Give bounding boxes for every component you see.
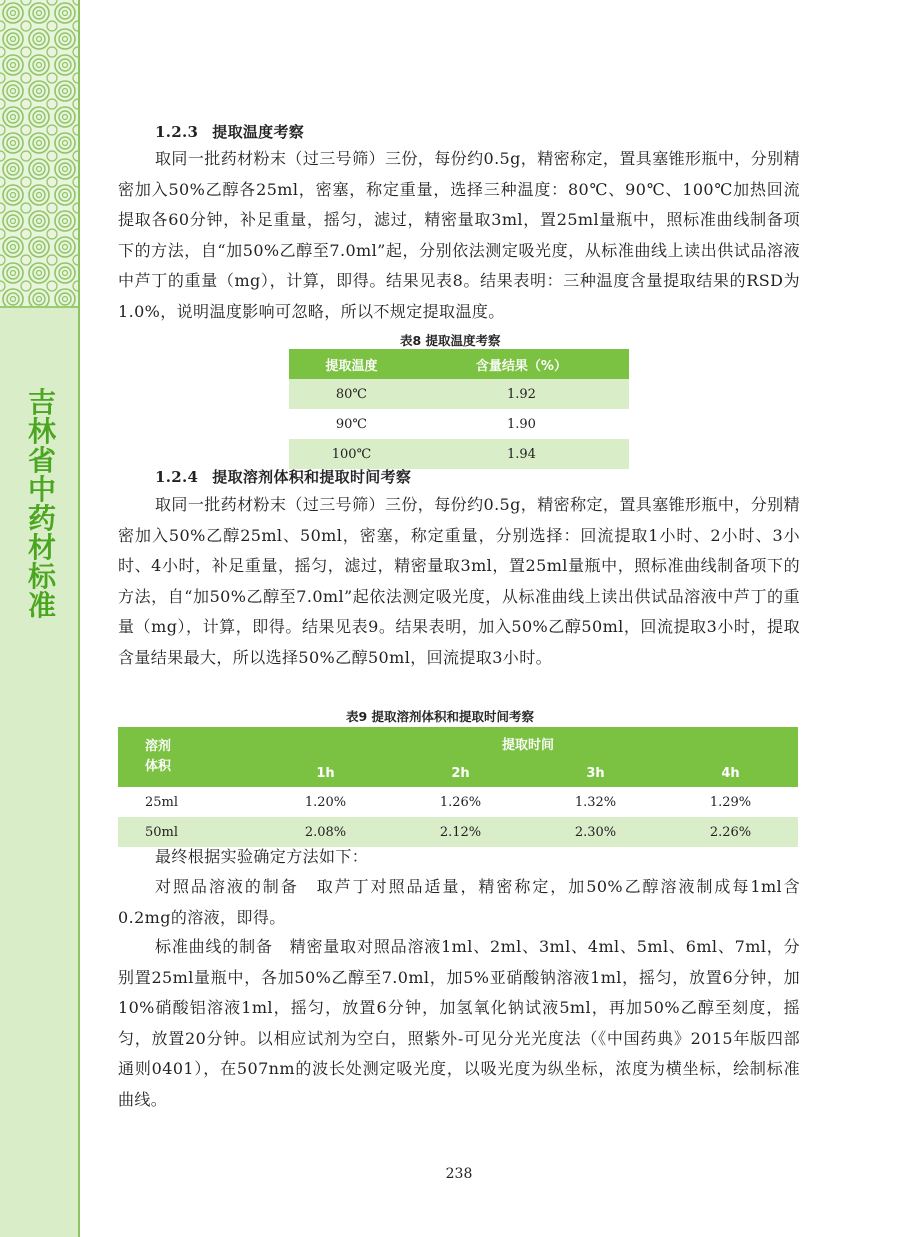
- table-cell: 1.92: [414, 379, 629, 409]
- table-cell: 50ml: [118, 817, 258, 847]
- section-title: 提取温度考察: [212, 123, 305, 141]
- table-header: 3h: [528, 759, 663, 787]
- title-char: 准: [27, 589, 56, 622]
- book-title-vertical: [22, 388, 62, 620]
- table-cell: 100℃: [289, 439, 414, 469]
- side-band: [0, 0, 78, 1237]
- title-char: 标: [27, 560, 56, 593]
- table9-caption: 表9 提取溶剂体积和提取时间考察: [346, 709, 535, 724]
- title-char: 省: [27, 444, 56, 477]
- section-title: 提取溶剂体积和提取时间考察: [212, 468, 412, 486]
- table-cell: 1.20%: [304, 794, 347, 810]
- page-number: 238: [445, 1166, 473, 1182]
- section-heading-1-2-4: [155, 466, 411, 487]
- table-header-solvent: [118, 727, 258, 787]
- paragraph-standard-curve: 标准曲线的制备 精密量取对照品溶液1ml、2ml、3ml、4ml、5ml、6ml、7ml，分别置25ml量瓶中，各加50%乙醇至7.0ml，加5%亚硝酸钠溶液1ml，摇匀，放置6分钟，加10%硝酸铝溶液1ml，摇匀，放置6分钟，加氢氧化钠试液5ml，再加50%乙醇至刻度，摇匀，放置20分钟。以相应试剂为空白，照紫外-可见分光光度法（《中国药典》2015年版四部通则0401），在507nm的波长处测定吸光度，以吸光度为纵坐标，浓度为横坐标，绘制标准曲线。: [118, 937, 800, 1109]
- title-char: 林: [27, 415, 56, 448]
- table-cell: 2.30%: [528, 817, 663, 847]
- side-divider: [0, 306, 78, 308]
- table-cell: 1.90: [506, 416, 536, 432]
- side-border-line: [78, 0, 80, 1237]
- table-cell: 2.26%: [663, 817, 798, 847]
- table9-solvent-time: [118, 727, 798, 847]
- table-row: [118, 787, 798, 817]
- table-cell: 2.12%: [393, 817, 528, 847]
- table-cell: 80℃: [289, 379, 414, 409]
- table-header: 1h: [258, 759, 393, 787]
- header-line: 溶剂: [145, 739, 172, 754]
- table-header: 2h: [393, 759, 528, 787]
- table-header: 4h: [663, 759, 798, 787]
- section-number: 1.2.3: [155, 123, 199, 141]
- header-line: 体积: [145, 759, 172, 774]
- table-row: [289, 439, 629, 469]
- title-char: 中: [27, 473, 56, 506]
- paragraph-temperature: 取同一批药材粉末（过三号筛）三份，每份约0.5g，精密称定，置具塞锥形瓶中，分别精密加入50%乙醇各25ml，密塞，称定重量，选择三种温度：80℃、90℃、100℃加热回流提取各60分钟，补足重量，摇匀，滤过，精密量取3ml，置25ml量瓶中，照标准曲线制备项下的方法，自“加50%乙醇至7.0ml”起，分别依法测定吸光度，从标准曲线上读出供试品溶液中芦丁的重量（mg），计算，即得。结果见表8。结果表明：三种温度含量提取结果的RSD为1.0%，说明温度影响可忽略，所以不规定提取温度。: [118, 149, 800, 321]
- title-char: 药: [27, 502, 56, 535]
- table-cell: 1.26%: [439, 794, 482, 810]
- section-heading-1-2-3: [155, 121, 304, 142]
- paragraph-final-intro: 最终根据实验确定方法如下：: [155, 847, 369, 866]
- section-number: 1.2.4: [155, 468, 199, 486]
- table-cell: 1.29%: [709, 794, 752, 810]
- table-header-time: 提取时间: [258, 727, 798, 759]
- table-header: 含量结果（%）: [414, 349, 629, 379]
- table-cell: 2.08%: [258, 817, 393, 847]
- table8-extraction-temperature: [289, 349, 629, 469]
- title-char: 吉: [27, 386, 56, 419]
- title-char: 材: [27, 531, 56, 564]
- table-header: 提取温度: [289, 349, 414, 379]
- paragraph-solvent-time: 取同一批药材粉末（过三号筛）三份，每份约0.5g，精密称定，置具塞锥形瓶中，分别精密加入50%乙醇25ml、50ml，密塞，称定重量，分别选择：回流提取1小时、2小时、3小时、4小时，补足重量，摇匀，滤过，精密量取3ml，置25ml量瓶中，照标准曲线制备项下的方法，自“加50%乙醇至7.0ml”起依法测定吸光度，从标准曲线上读出供试品溶液中芦丁的重量（mg），计算，即得。结果见表9。结果表明，加入50%乙醇50ml，回流提取3小时，提取含量结果最大，所以选择50%乙醇50ml，回流提取3小时。: [118, 495, 800, 667]
- table-cell: 1.32%: [574, 794, 617, 810]
- table8-caption: 表8 提取温度考察: [400, 333, 501, 348]
- table-row: [289, 379, 629, 409]
- paragraph-reference-solution: 对照品溶液的制备 取芦丁对照品适量，精密称定，加50%乙醇溶液制成每1ml含0.2mg的溶液，即得。: [118, 877, 800, 927]
- cloud-pattern-decoration: [0, 0, 78, 306]
- table-row: [289, 409, 629, 439]
- table-cell: 1.94: [414, 439, 629, 469]
- table-cell: 90℃: [335, 416, 367, 432]
- table-cell: 25ml: [145, 794, 179, 810]
